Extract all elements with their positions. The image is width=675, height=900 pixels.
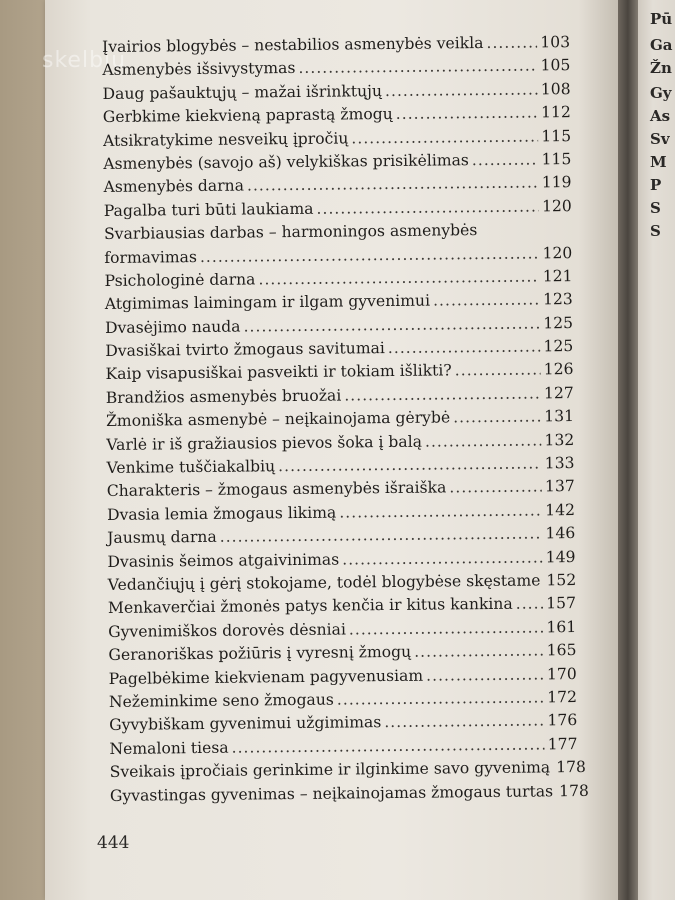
toc-leader-dots bbox=[384, 710, 544, 735]
toc-entry-page: 172 bbox=[547, 688, 578, 707]
toc-entry-title: Sveikais įpročiais gerinkime ir ilginkime savo gyvenimą bbox=[109, 758, 551, 782]
toc-entry-page: 119 bbox=[541, 173, 572, 192]
next-page-text-fragment: M bbox=[650, 153, 667, 171]
toc-entry-page: 131 bbox=[544, 407, 575, 426]
toc-leader-dots bbox=[316, 195, 539, 221]
toc-entry-title: Kaip visapusiškai pasveikti ir tokiam išlikti? bbox=[105, 361, 452, 384]
toc-entry-title: Gerbkime kiekvieną paprastą žmogų bbox=[102, 105, 393, 127]
toc-entry-title: Nemaloni tiesa bbox=[109, 738, 229, 758]
toc-entry-page: 112 bbox=[540, 103, 571, 122]
next-page-text-fragment: S bbox=[650, 199, 661, 217]
toc-leader-dots bbox=[247, 172, 539, 198]
toc-entry-page: 142 bbox=[545, 500, 576, 520]
toc-entry-page: 115 bbox=[541, 150, 572, 169]
toc-entry-page: 115 bbox=[541, 126, 572, 145]
toc-leader-dots bbox=[396, 102, 539, 127]
toc-entry-page: 108 bbox=[540, 79, 571, 99]
toc-leader-dots bbox=[258, 265, 540, 291]
toc-leader-dots bbox=[220, 523, 543, 550]
toc-entry bbox=[104, 195, 572, 223]
toc-leader-dots bbox=[433, 289, 540, 314]
toc-entry-title: formavimas bbox=[104, 247, 198, 267]
toc-entry-page: 146 bbox=[545, 524, 576, 543]
toc-entry-title: Dvasiškai tvirto žmogaus savitumai bbox=[105, 339, 385, 361]
toc-leader-dots bbox=[472, 148, 539, 172]
toc-leader-dots bbox=[449, 476, 542, 500]
toc-entry-title: Dvasėjimo nauda bbox=[104, 317, 241, 337]
toc-leader-dots bbox=[349, 616, 544, 641]
toc-entry-title: Žmoniška asmenybė – neįkainojama gėrybė bbox=[105, 408, 451, 431]
toc-leader-dots bbox=[425, 429, 542, 454]
toc-leader-dots bbox=[455, 359, 541, 383]
toc-entry-page: 157 bbox=[546, 594, 577, 613]
next-page-text-fragment: As bbox=[650, 107, 671, 125]
next-page-text-fragment: S bbox=[650, 222, 661, 240]
toc-entry-title: Gyvybiškam gyvenimui užgimimas bbox=[109, 713, 382, 735]
next-page-text-fragment: Žn bbox=[650, 59, 672, 77]
toc-entry-page: 120 bbox=[542, 243, 573, 262]
toc-entry-title: Geranoriškas požiūris į vyresnį žmogų bbox=[108, 642, 412, 665]
toc-entry-title: Svarbiausias darbas – harmoningos asmenybės bbox=[103, 221, 478, 244]
toc-entry-title: Gyvastingas gyvenimas – neįkainojamas žmogaus turtas bbox=[109, 781, 554, 805]
toc-entry-page: 152 bbox=[546, 571, 577, 590]
toc-leader-dots bbox=[516, 593, 544, 617]
toc-leader-dots bbox=[231, 733, 544, 760]
table-of-contents bbox=[102, 31, 589, 808]
toc-entry-page: 176 bbox=[547, 711, 578, 730]
next-page-text-fragment: Gy bbox=[650, 84, 672, 102]
toc-entry-page: 120 bbox=[541, 196, 572, 216]
next-page-text-fragment: P bbox=[650, 176, 662, 194]
toc-entry-title: Gyvenimiškos dorovės dėsniai bbox=[108, 620, 346, 641]
toc-leader-dots bbox=[385, 78, 538, 103]
toc-entry-title: Įvairios blogybės – nestabilios asmenybės veikla bbox=[102, 34, 484, 56]
toc-entry-title: Venkime tuščiakalbių bbox=[106, 457, 276, 478]
toc-leader-dots bbox=[339, 499, 542, 525]
toc-entry-title: Jausmų darna bbox=[107, 528, 217, 548]
toc-entry-page: 177 bbox=[547, 734, 578, 754]
toc-entry-title: Vedančiųjų į gėrį stokojame, todėl blogybėse skęstame bbox=[107, 571, 541, 594]
toc-entry-title: Brandžios asmenybės bruožai bbox=[105, 386, 342, 407]
toc-entry-page: 178 bbox=[559, 781, 589, 800]
toc-leader-dots bbox=[278, 452, 542, 478]
next-page-text-fragment: Ga bbox=[650, 36, 673, 54]
toc-leader-dots bbox=[243, 312, 540, 339]
toc-entry-page: 133 bbox=[544, 454, 575, 473]
book-page-right bbox=[638, 0, 675, 900]
toc-entry-title: Atgimimas laimingam ir ilgam gyvenimui bbox=[104, 291, 431, 314]
toc-entry-page: 126 bbox=[543, 360, 574, 379]
toc-entry-page: 178 bbox=[556, 758, 587, 777]
toc-entry-title: Varlė ir iš gražiausios pievos šoka į balą bbox=[106, 432, 423, 454]
toc-entry-title: Asmenybės darna bbox=[103, 176, 245, 197]
toc-entry-page: 137 bbox=[544, 477, 575, 496]
toc-entry-page: 125 bbox=[543, 337, 574, 356]
toc-leader-dots bbox=[426, 663, 544, 688]
toc-entry-title: Dvasia lemia žmogaus likimą bbox=[106, 503, 337, 524]
toc-entry-page: 132 bbox=[544, 430, 575, 450]
toc-entry-page: 161 bbox=[546, 617, 577, 637]
toc-leader-dots bbox=[453, 406, 541, 430]
toc-entry-page: 170 bbox=[546, 664, 577, 683]
toc-entry-page: 127 bbox=[543, 383, 574, 403]
toc-entry-page: 105 bbox=[540, 56, 571, 75]
toc-leader-dots bbox=[351, 125, 538, 150]
toc-entry-title: Pagelbėkime kiekvienam pagyvenusiam bbox=[108, 666, 424, 688]
toc-entry-page: 125 bbox=[543, 313, 574, 333]
next-page-text-fragment: Sv bbox=[650, 130, 670, 148]
toc-entry-title: Asmenybės (savojo aš) velykiškas prisikėlimas bbox=[103, 151, 469, 173]
watermark: skelbiu bbox=[42, 48, 127, 73]
next-page-text-fragment: Pū bbox=[650, 10, 673, 28]
toc-entry-title: Menkaverčiai žmonės patys kenčia ir kitus kankina bbox=[107, 595, 513, 618]
toc-leader-dots bbox=[298, 55, 537, 81]
toc-leader-dots bbox=[337, 686, 545, 712]
toc-entry-title: Atsikratykime nesveikų įpročių bbox=[103, 128, 349, 150]
toc-entry-title: Daug pašauktųjų – mažai išrinktųjų bbox=[102, 81, 383, 103]
toc-entry-title: Asmenybės išsivystymas bbox=[102, 59, 296, 80]
toc-leader-dots bbox=[414, 640, 544, 665]
toc-leader-dots bbox=[388, 336, 541, 361]
toc-entry-title: Dvasinis šeimos atgaivinimas bbox=[107, 550, 340, 571]
toc-entry-page: 103 bbox=[540, 33, 571, 52]
toc-entry-page: 165 bbox=[546, 641, 577, 660]
toc-entry-title: Psichologinė darna bbox=[104, 270, 256, 290]
toc-leader-dots bbox=[342, 546, 543, 572]
toc-leader-dots bbox=[344, 382, 541, 407]
toc-entry-page: 123 bbox=[542, 290, 573, 309]
toc-entry-title: Charakteris – žmogaus asmenybės išraiška bbox=[106, 478, 447, 501]
book-gutter bbox=[618, 0, 640, 900]
toc-entry bbox=[109, 780, 589, 808]
toc-entry-page: 121 bbox=[542, 266, 573, 286]
toc-entry-title: Nežeminkime seno žmogaus bbox=[108, 690, 334, 711]
page-number: 444 bbox=[96, 832, 130, 854]
toc-entry-page: 149 bbox=[545, 547, 576, 566]
toc-leader-dots bbox=[486, 31, 537, 55]
toc-entry-title: Pagalba turi būti laukiama bbox=[103, 199, 314, 220]
